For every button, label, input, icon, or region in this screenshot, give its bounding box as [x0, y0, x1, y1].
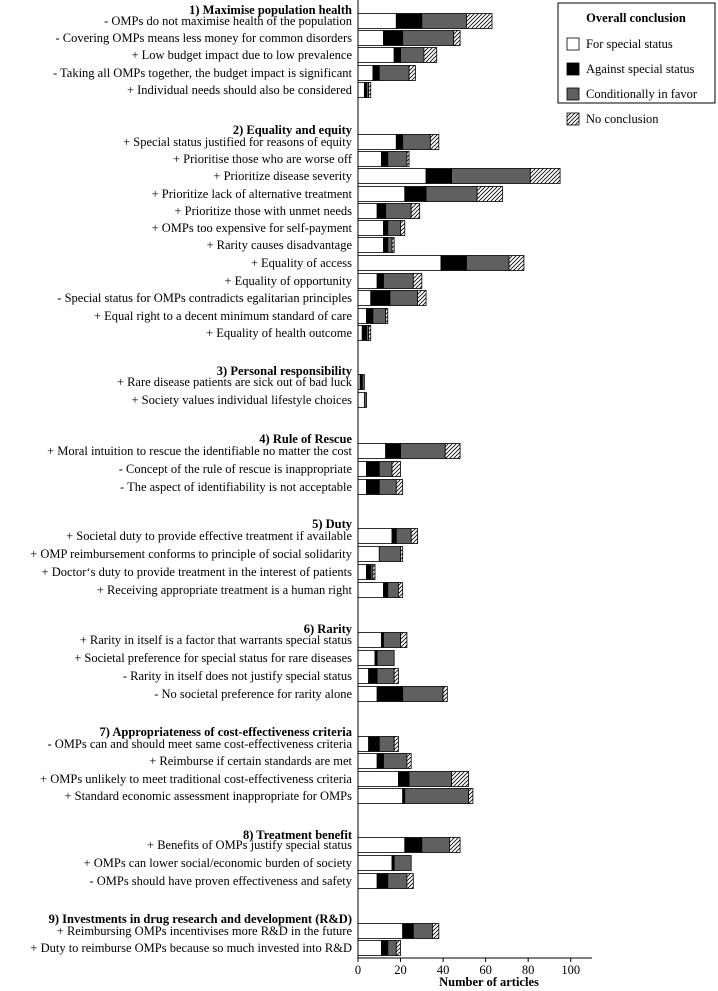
- bar-segment-no-conclusion: [369, 326, 371, 341]
- bar-segment-no-conclusion: [392, 238, 394, 253]
- bar-segment-against-special-status: [394, 48, 400, 63]
- x-tick-label: 0: [354, 963, 362, 977]
- legend-entry-against-special-status: Against special status: [586, 62, 695, 76]
- bar-segment-no-conclusion: [418, 291, 427, 306]
- category-label: + Rarity causes disadvantage: [206, 238, 352, 252]
- bar-segment-for-special-status: [358, 221, 384, 236]
- bar-segment-no-conclusion: [411, 204, 420, 219]
- bar-segment-conditionally-in-favor: [388, 941, 397, 956]
- bar-segment-against-special-status: [362, 326, 366, 341]
- category-label: + Societal preference for special status for rare diseases: [74, 651, 352, 665]
- category-label: - OMPs do not maximise health of the population: [104, 14, 352, 28]
- category-label: - Taking all OMPs together, the budget impact is significant: [52, 66, 352, 80]
- bar-segment-conditionally-in-favor: [384, 633, 401, 648]
- bar-segment-against-special-status: [377, 274, 383, 289]
- bar-segment-against-special-status: [367, 309, 373, 324]
- bar-segment-against-special-status: [426, 169, 452, 184]
- x-tick-label: 100: [561, 963, 581, 977]
- legend-entry-conditionally-in-favor: Conditionally in favor: [586, 87, 698, 101]
- category-label: + OMPs unlikely to meet traditional cost-effectiveness criteria: [40, 772, 352, 786]
- bar-segment-for-special-status: [358, 256, 441, 271]
- category-label: + Prioritize those with unmet needs: [174, 204, 352, 218]
- x-tick-label: 80: [521, 963, 535, 977]
- group-header: 2) Equality and equity: [232, 123, 352, 137]
- bar-segment-against-special-status: [384, 238, 388, 253]
- bar-segment-for-special-status: [358, 135, 396, 150]
- group-header: 1) Maximise population health: [189, 3, 352, 17]
- bar-segment-no-conclusion: [401, 547, 403, 562]
- category-label: + Special status justified for reasons of equity: [123, 135, 352, 149]
- bar-segment-for-special-status: [358, 31, 384, 46]
- legend-entry-no-conclusion: No conclusion: [586, 112, 659, 126]
- bar-segment-conditionally-in-favor: [379, 462, 392, 477]
- category-label: + Benefits of OMPs justify special status: [147, 838, 352, 852]
- bar-segment-against-special-status: [381, 941, 387, 956]
- bar-segment-conditionally-in-favor: [379, 737, 394, 752]
- bar-segment-conditionally-in-favor: [403, 31, 454, 46]
- x-tick-label: 20: [394, 963, 407, 977]
- bar-segment-against-special-status: [377, 874, 388, 889]
- group-header: 6) Rarity: [303, 622, 352, 636]
- bar-segment-for-special-status: [358, 565, 367, 580]
- bar-segment-for-special-status: [358, 238, 384, 253]
- bar-segment-no-conclusion: [466, 14, 492, 29]
- category-label: - Concept of the rule of rescue is inappropriate: [118, 462, 352, 476]
- category-label: + Moral intuition to rescue the identifiable no matter the cost: [47, 444, 352, 458]
- bar-segment-against-special-status: [398, 772, 409, 787]
- category-label: + Equality of health outcome: [206, 326, 352, 340]
- bar-segment-conditionally-in-favor: [388, 583, 399, 598]
- bar-segment-for-special-status: [358, 772, 398, 787]
- bar-segment-for-special-status: [358, 309, 367, 324]
- bar-segment-no-conclusion: [373, 565, 375, 580]
- category-label: + OMPs too expensive for self-payment: [151, 221, 352, 235]
- category-label: + Individual needs should also be considered: [126, 83, 352, 97]
- bar-segment-for-special-status: [358, 48, 394, 63]
- category-label: + Reimbursing OMPs incentivises more R&D in the future: [56, 924, 352, 938]
- bar-segment-no-conclusion: [386, 309, 388, 324]
- bar-segment-for-special-status: [358, 291, 371, 306]
- bar-segment-against-special-status: [371, 291, 390, 306]
- bar-segment-conditionally-in-favor: [401, 48, 424, 63]
- bar-segment-against-special-status: [384, 31, 403, 46]
- bar-segment-conditionally-in-favor: [403, 135, 431, 150]
- bar-segment-no-conclusion: [430, 135, 439, 150]
- bar-segment-conditionally-in-favor: [422, 838, 450, 853]
- legend-swatch-against-special-status: [567, 63, 579, 75]
- bar-segment-conditionally-in-favor: [466, 256, 509, 271]
- category-label: - OMPs can and should meet same cost-effectiveness criteria: [47, 737, 352, 751]
- category-label: + Rarity in itself is a factor that warrants special status: [79, 633, 352, 647]
- bar-segment-for-special-status: [358, 924, 403, 939]
- category-label: + Societal duty to provide effective treatment if available: [66, 529, 352, 543]
- bar-segment-for-special-status: [358, 187, 405, 202]
- bar-segment-against-special-status: [367, 565, 371, 580]
- bar-segment-for-special-status: [358, 462, 367, 477]
- bar-segment-conditionally-in-favor: [377, 651, 394, 666]
- bar-segment-no-conclusion: [392, 462, 401, 477]
- category-label: + Doctor‘s duty to provide treatment in the interest of patients: [41, 565, 352, 579]
- bar-segment-for-special-status: [358, 754, 377, 769]
- bar-segment-no-conclusion: [449, 838, 460, 853]
- plot-area: [30, 0, 592, 989]
- bar-segment-against-special-status: [377, 754, 383, 769]
- bar-segment-no-conclusion: [407, 874, 413, 889]
- bar-segment-no-conclusion: [509, 256, 524, 271]
- category-label: + Equality of access: [250, 256, 352, 270]
- category-label: - OMPs should have proven effectiveness and safety: [89, 874, 352, 888]
- bar-segment-for-special-status: [358, 651, 375, 666]
- category-label: + Prioritize lack of alternative treatment: [151, 187, 352, 201]
- bar-segment-no-conclusion: [401, 633, 407, 648]
- bar-segment-conditionally-in-favor: [384, 754, 407, 769]
- bar-segment-conditionally-in-favor: [388, 238, 392, 253]
- bar-segment-against-special-status: [367, 462, 380, 477]
- category-label: + Society values individual lifestyle choices: [131, 393, 352, 407]
- bar-segment-for-special-status: [358, 444, 386, 459]
- bar-segment-no-conclusion: [454, 31, 460, 46]
- bar-segment-no-conclusion: [477, 187, 503, 202]
- bar-segment-conditionally-in-favor: [388, 221, 401, 236]
- category-label: + Rare disease patients are sick out of bad luck: [116, 375, 352, 389]
- bar-segment-against-special-status: [396, 14, 422, 29]
- bar-segment-for-special-status: [358, 66, 373, 81]
- bar-segment-conditionally-in-favor: [379, 480, 396, 495]
- bar-segment-conditionally-in-favor: [396, 529, 411, 544]
- bar-segment-for-special-status: [358, 838, 405, 853]
- group-header: 7) Appropriateness of cost-effectiveness criteria: [99, 725, 352, 739]
- bar-segment-conditionally-in-favor: [388, 152, 407, 167]
- bar-segment-conditionally-in-favor: [386, 204, 412, 219]
- bar-segment-for-special-status: [358, 687, 377, 702]
- bar-segment-no-conclusion: [409, 66, 415, 81]
- bar-segment-conditionally-in-favor: [403, 687, 443, 702]
- bar-segment-no-conclusion: [469, 789, 473, 804]
- bar-segment-conditionally-in-favor: [413, 924, 432, 939]
- category-label: - Covering OMPs means less money for common disorders: [55, 31, 352, 45]
- bar-segment-against-special-status: [384, 583, 388, 598]
- bar-segment-conditionally-in-favor: [373, 309, 386, 324]
- bar-segment-against-special-status: [377, 687, 403, 702]
- bar-segment-for-special-status: [358, 633, 381, 648]
- category-label: + Equal right to a decent minimum standard of care: [93, 309, 352, 323]
- bar-segment-for-special-status: [358, 874, 377, 889]
- legend-swatch-no-conclusion: [567, 113, 579, 125]
- bar-segment-against-special-status: [441, 256, 467, 271]
- bar-segment-no-conclusion: [443, 687, 447, 702]
- legend-title: Overall conclusion: [586, 11, 686, 25]
- group-header: 9) Investments in drug research and development (R&D): [48, 912, 352, 926]
- bar-segment-no-conclusion: [396, 480, 402, 495]
- bar-segment-for-special-status: [358, 737, 369, 752]
- bar-segment-no-conclusion: [413, 274, 422, 289]
- bar-segment-no-conclusion: [424, 48, 437, 63]
- bar-segment-conditionally-in-favor: [401, 444, 446, 459]
- bar-segment-conditionally-in-favor: [362, 375, 364, 390]
- bar-segment-against-special-status: [384, 221, 388, 236]
- bar-segment-no-conclusion: [432, 924, 438, 939]
- bar-segment-for-special-status: [358, 547, 379, 562]
- bar-segment-no-conclusion: [394, 669, 398, 684]
- x-tick-label: 40: [436, 963, 450, 977]
- bar-segment-for-special-status: [358, 326, 362, 341]
- bar-segment-for-special-status: [358, 941, 381, 956]
- bar-segment-no-conclusion: [452, 772, 469, 787]
- bar-segment-conditionally-in-favor: [422, 14, 467, 29]
- bar-segment-no-conclusion: [401, 221, 405, 236]
- bar-segment-conditionally-in-favor: [384, 274, 414, 289]
- category-label: - The aspect of identifiability is not acceptable: [120, 480, 352, 494]
- bar-segment-no-conclusion: [530, 169, 560, 184]
- bar-segment-no-conclusion: [445, 444, 460, 459]
- bar-segment-against-special-status: [392, 529, 396, 544]
- bar-segment-for-special-status: [358, 169, 426, 184]
- bar-segment-against-special-status: [405, 187, 426, 202]
- bar-segment-no-conclusion: [398, 583, 402, 598]
- category-label: + Equality of opportunity: [224, 274, 352, 288]
- bar-segment-against-special-status: [367, 480, 380, 495]
- bar-segment-conditionally-in-favor: [409, 772, 452, 787]
- bar-segment-against-special-status: [403, 924, 414, 939]
- category-label: + Standard economic assessment inappropriate for OMPs: [64, 789, 352, 803]
- bar-segment-for-special-status: [358, 583, 384, 598]
- bar-segment-conditionally-in-favor: [377, 669, 394, 684]
- category-label: + OMPs can lower social/economic burden of society: [83, 856, 352, 870]
- bar-segment-against-special-status: [377, 204, 386, 219]
- bar-segment-against-special-status: [369, 669, 378, 684]
- bar-segment-against-special-status: [381, 152, 387, 167]
- bar-segment-no-conclusion: [369, 83, 371, 98]
- category-label: + Prioritize disease severity: [213, 169, 352, 183]
- category-label: - Special status for OMPs contradicts egalitarian principles: [57, 291, 352, 305]
- bar-segment-conditionally-in-favor: [405, 789, 469, 804]
- legend-entry-for-special-status: For special status: [586, 37, 673, 51]
- bar-segment-for-special-status: [358, 856, 392, 871]
- legend: [558, 3, 715, 126]
- bar-segment-for-special-status: [358, 393, 364, 408]
- group-header: 8) Treatment benefit: [242, 828, 352, 842]
- bar-segment-for-special-status: [358, 83, 364, 98]
- bar-segment-for-special-status: [358, 669, 369, 684]
- category-label: + Prioritise those who are worse off: [172, 152, 352, 166]
- bar-segment-against-special-status: [386, 444, 401, 459]
- bar-segment-against-special-status: [396, 135, 402, 150]
- bar-segment-for-special-status: [358, 152, 381, 167]
- bar-segment-conditionally-in-favor: [426, 187, 477, 202]
- bar-segment-conditionally-in-favor: [452, 169, 531, 184]
- bar-segment-for-special-status: [358, 204, 377, 219]
- x-tick-label: 60: [479, 963, 492, 977]
- category-label: - No societal preference for rarity alone: [154, 687, 352, 701]
- category-label: + Receiving appropriate treatment is a human right: [96, 583, 352, 597]
- bar-segment-conditionally-in-favor: [388, 874, 407, 889]
- group-header: 4) Rule of Rescue: [259, 432, 352, 446]
- bar-segment-no-conclusion: [396, 941, 400, 956]
- group-header: 3) Personal responsibility: [216, 364, 352, 378]
- category-label: + Reimburse if certain standards are met: [149, 754, 352, 768]
- category-label: + Duty to reimburse OMPs because so much invested into R&D: [30, 941, 352, 955]
- bar-segment-conditionally-in-favor: [379, 66, 409, 81]
- bar-segment-no-conclusion: [407, 754, 411, 769]
- bar-segment-for-special-status: [358, 14, 396, 29]
- bar-segment-no-conclusion: [411, 529, 417, 544]
- group-header: 5) Duty: [312, 517, 352, 531]
- bar-segment-conditionally-in-favor: [394, 856, 411, 871]
- category-label: + Low budget impact due to low prevalence: [131, 48, 352, 62]
- legend-swatch-conditionally-in-favor: [567, 88, 579, 100]
- bar-segment-for-special-status: [358, 529, 392, 544]
- x-axis-label: Number of articles: [439, 975, 539, 989]
- bar-segment-no-conclusion: [394, 737, 398, 752]
- category-label: + OMP reimbursement conforms to principle of social solidarity: [30, 547, 352, 561]
- bar-segment-no-conclusion: [407, 152, 409, 167]
- category-label: - Rarity in itself does not justify special status: [122, 669, 352, 683]
- bar-segment-conditionally-in-favor: [364, 393, 366, 408]
- bar-segment-conditionally-in-favor: [390, 291, 418, 306]
- bar-segment-against-special-status: [369, 737, 380, 752]
- bar-segment-against-special-status: [405, 838, 422, 853]
- bar-segment-for-special-status: [358, 274, 377, 289]
- bar-segment-against-special-status: [373, 66, 379, 81]
- bar-segment-for-special-status: [358, 480, 367, 495]
- bar-segment-conditionally-in-favor: [379, 547, 400, 562]
- bar-segment-for-special-status: [358, 789, 403, 804]
- legend-swatch-for-special-status: [567, 38, 579, 50]
